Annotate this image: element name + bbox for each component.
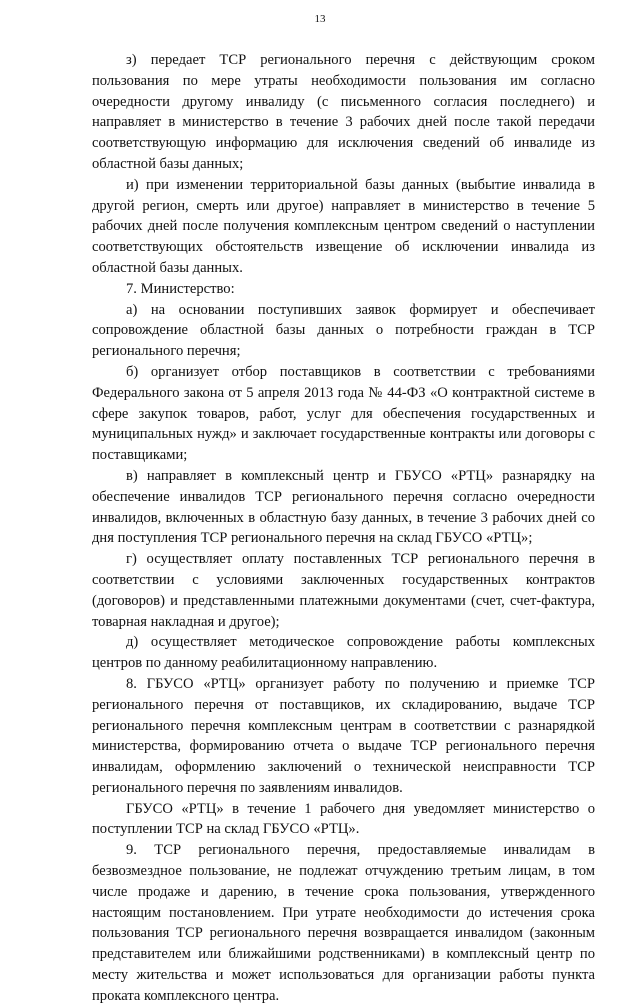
paragraph-b: б) организует отбор поставщиков в соответствии с требованиями Федерального закона от 5 апреля 2013 года № 44-ФЗ «О контрактной системе в сфере закупок товаров, работ, услуг для обеспечения государственных и муниципальных нужд» и заключает государственные контракты или договоры с поставщиками; [92,363,595,464]
paragraph-i: и) при изменении территориальной базы данных (выбытие инвалида в другой регион, смерть или другое) направляет в министерство в течение 5 рабочих дней после получения комплексным центром сведений о наступлении соответствующих обстоятельств извещение об исключении инвалида из областной базы данных. [92,176,595,276]
paragraph-d: д) осуществляет методическое сопровождение работы комплексных центров по данному реабилитационному направлению. [92,634,595,672]
paragraph-v: в) направляет в комплексный центр и ГБУСО «РТЦ» разнарядку на обеспечение инвалидов ТСР регионального перечня согласно очередности инвалидов, включенных в областную базу данных, в течение 3 рабочих дней со дня поступления ТСР регионального перечня на склад ГБУСО «РТЦ»; [92,467,595,547]
section-8-notice: ГБУСО «РТЦ» в течение 1 рабочего дня уведомляет министерство о поступлении ТСР на склад ГБУСО «РТЦ». [92,800,595,838]
page-number: 13 [314,13,326,25]
paragraph-g: г) осуществляет оплату поставленных ТСР регионального перечня в соответствии с условиями заключенных государственных контрактов (договоров) и представленными платежными документами (счет, счет-фактура, товарная накладная и другое); [92,551,595,630]
section-7-heading: 7. Министерство: [126,280,235,297]
section-9: 9. ТСР регионального перечня, предоставляемые инвалидам в безвозмездное пользование, не подлежат отчуждению третьим лицам, в том числе продаже и дарению, в течение срока пользования, утвержденного настоящим постановлением. При утрате необходимости до истечения срока пользования ТСР регионального перечня возвращается инвалидом (законным представителем или ближайшими родственниками) в комплексный центр по месту жительства и может использоваться для организации работы пункта проката комплексного центра. [92,842,595,1004]
paragraph-a: а) на основании поступивших заявок формирует и обеспечивает сопровождение областной базы данных о потребности граждан в ТСР регионального перечня; [92,301,595,360]
paragraph-z: з) передает ТСР регионального перечня с действующим сроком пользования по мере утраты необходимости пользования им согласно очередности другому инвалиду (с письменного согласия последнего) и направляет в министерство в течение 3 рабочих дней после такой передачи соответствующую информацию для исключения сведений об инвалиде из областной базы данных; [92,52,595,172]
section-8: 8. ГБУСО «РТЦ» организует работу по получению и приемке ТСР регионального перечня от поставщиков, их складированию, выдаче ТСР регионального перечня комплексным центрам в соответствии с разнарядкой министерства, формированию отчета о выдаче ТСР регионального перечня инвалидам, оформлению заключений о технической неисправности ТСР регионального перечня по заявлениям инвалидов. [92,675,595,796]
document-body [92,50,595,1007]
